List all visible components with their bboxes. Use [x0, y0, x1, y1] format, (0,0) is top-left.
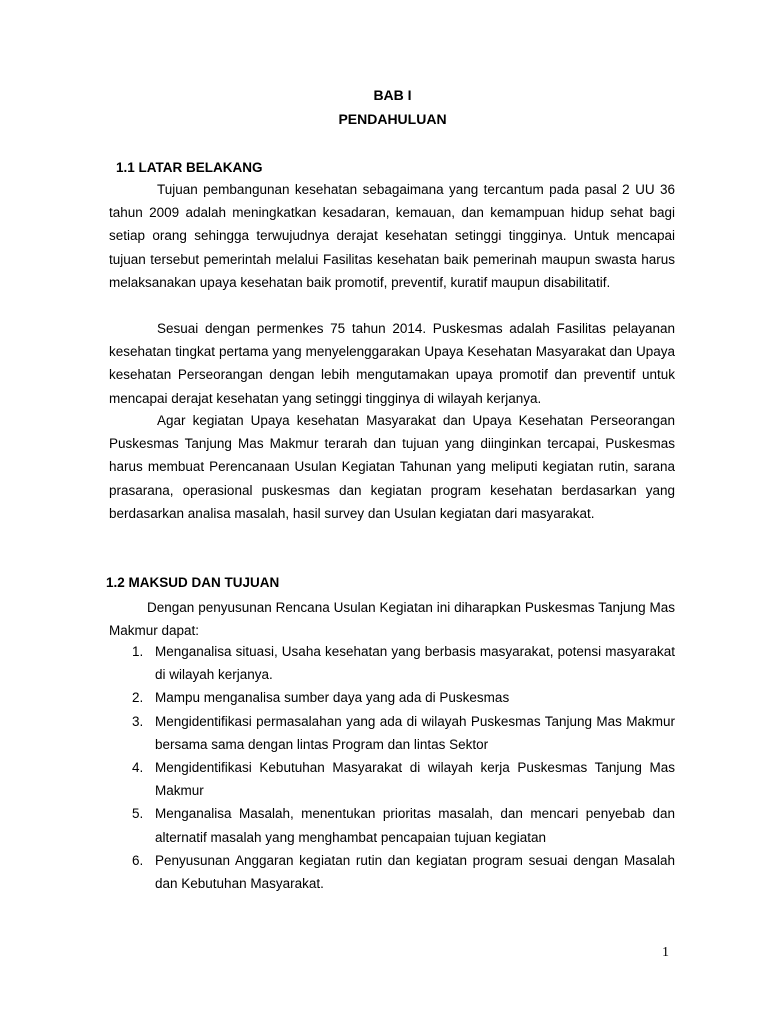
section-heading-maksud-tujuan: 1.2 MAKSUD DAN TUJUAN: [106, 575, 280, 590]
list-item: [109, 802, 675, 848]
list-item-text: Mengidentifikasi permasalahan yang ada di wilayah Puskesmas Tanjung Mas Makmur bersama sama dengan lintas Program dan lintas Sektor: [155, 713, 675, 752]
list-item-text: Mengidentifikasi Kebutuhan Masyarakat di wilayah kerja Puskesmas Tanjung Mas Makmur: [155, 760, 675, 799]
list-item-text: Menganalisa Masalah, menentukan prioritas masalah, dan mencari penyebab dan alternatif masalah yang menghambat pencapaian tujuan kegiatan: [155, 806, 675, 845]
list-item-text: Penyusunan Anggaran kegiatan rutin dan kegiatan program sesuai dengan Masalah dan Kebutuhan Masyarakat.: [155, 852, 675, 892]
list-item: [109, 686, 675, 709]
list-item-text: Menganalisa situasi, Usaha kesehatan yang berbasis masyarakat, potensi masyarakat di wilayah kerjanya.: [155, 644, 675, 683]
paragraph: Sesuai dengan permenkes 75 tahun 2014. Puskesmas adalah Fasilitas pelayanan kesehatan tingkat pertama yang menyelenggarakan Upaya Kesehatan Masyarakat dan Upaya kesehatan Perseorangan dengan lebih mengutamakan upaya promotif dan preventif untuk mencapai derajat kesehatan yang setinggi tingginya di wilayah kerjanya.: [109, 321, 675, 406]
paragraph: Agar kegiatan Upaya kesehatan Masyarakat dan Upaya Kesehatan Perseorangan Puskesmas Tanjung Mas Makmur terarah dan tujuan yang diinginkan tercapai, Puskesmas harus membuat Perencanaan Usulan Kegiatan Tahunan yang meliputi kegiatan rutin, sarana prasarana, operasional puskesmas dan kegiatan program kesehatan berdasarkan yang berdasarkan analisa masalah, hasil survey dan Usulan kegiatan dari masyarakat.: [109, 413, 675, 521]
paragraph: Tujuan pembangunan kesehatan sebagaimana yang tercantum pada pasal 2 UU 36 tahun 2009 adalah meningkatkan kesadaran, kemauan, dan kemampuan hidup sehat bagi setiap orang sehingga terwujudnya derajat kesehatan setinggi tingginya. Untuk mencapai tujuan tersebut pemerintah melalui Fasilitas kesehatan baik pemerinah maupun swasta harus melaksanakan upaya kesehatan baik promotif, preventif, kuratif maupun disabilitatif.: [109, 182, 675, 290]
list-number: 1.: [132, 644, 144, 659]
paragraph-intro: Dengan penyusunan Rencana Usulan Kegiatan ini diharapkan Puskesmas Tanjung Mas Makmur dapat:: [109, 600, 675, 639]
list-item: [109, 756, 675, 802]
list-item-text: Mampu menganalisa sumber daya yang ada di Puskesmas: [155, 690, 510, 706]
list-number: 6.: [132, 852, 144, 868]
list-item: [109, 849, 675, 895]
page-number: 1: [662, 945, 669, 960]
list-item: [109, 640, 675, 686]
section-heading-latar-belakang: 1.1 LATAR BELAKANG: [116, 160, 263, 175]
list-number: 5.: [132, 806, 144, 822]
chapter-title: BAB I: [373, 87, 412, 103]
list-number: 2.: [132, 690, 144, 706]
list-number: 4.: [132, 760, 144, 776]
chapter-subtitle: PENDAHULUAN: [338, 111, 447, 127]
list-item: [109, 710, 675, 756]
list-number: 3.: [132, 713, 144, 729]
objectives-list: [109, 640, 675, 895]
